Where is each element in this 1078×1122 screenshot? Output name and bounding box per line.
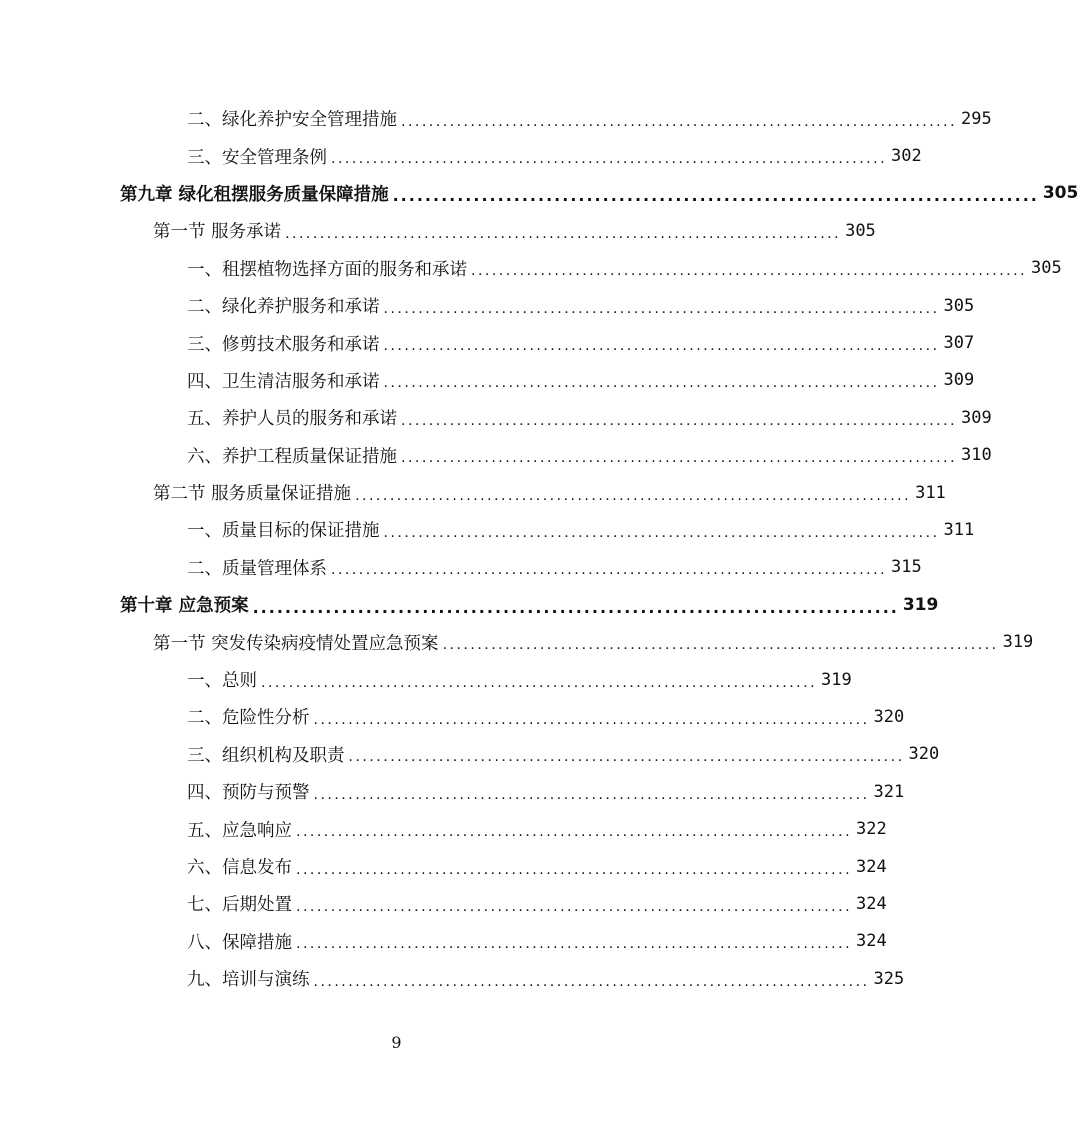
toc-entry-title: 二、质量管理体系 [187, 558, 327, 579]
toc-entry-page-number: 307 [943, 333, 975, 354]
toc-entry-page-number: 324 [856, 856, 887, 877]
dot-leader: ................................................................................ [296, 936, 853, 953]
toc-entry-page-number: 311 [915, 482, 946, 503]
toc-entry-title: 三、修剪技术服务和承诺 [187, 334, 380, 355]
toc-entry-page-number: 325 [873, 968, 905, 989]
toc-item-entry[interactable] [0, 848, 887, 885]
toc-item-entry[interactable] [0, 250, 1062, 287]
toc-entry-page-number: 321 [873, 781, 905, 802]
toc-chapter-entry[interactable] [0, 586, 939, 623]
toc-entry-title: 四、卫生清洁服务和承诺 [187, 371, 380, 392]
toc-entry-title: 三、安全管理条例 [187, 147, 327, 168]
dot-leader: ................................................................................ [383, 375, 940, 392]
toc-entry-title: 三、组织机构及职责 [187, 745, 345, 766]
toc-entry-page-number: 324 [856, 931, 887, 952]
dot-leader: ................................................................................ [401, 450, 958, 467]
toc-entry-page-number: 302 [891, 146, 922, 167]
toc-item-entry[interactable] [0, 137, 922, 174]
page-number: 9 [391, 1033, 402, 1052]
toc-entry-title: 第九章 绿化租摆服务质量保障措施 [120, 184, 389, 205]
toc-item-entry[interactable] [0, 773, 905, 810]
toc-item-entry[interactable] [0, 324, 975, 361]
toc-item-entry[interactable] [0, 549, 922, 586]
toc-entry-page-number: 309 [943, 370, 975, 391]
dot-leader: ................................................................................ [383, 300, 940, 317]
toc-entry-title: 二、绿化养护安全管理措施 [187, 110, 397, 131]
toc-entry-page-number: 305 [845, 220, 876, 241]
dot-leader: ................................................................................ [331, 562, 888, 579]
toc-entry-page-number: 322 [856, 819, 887, 840]
toc-entry-title: 九、培训与演练 [187, 970, 310, 991]
dot-leader: ................................................................................ [313, 973, 870, 990]
dot-leader: ................................................................................ [401, 113, 958, 130]
toc-item-entry[interactable] [0, 810, 887, 847]
dot-leader: ................................................................................ [401, 412, 958, 429]
toc-item-entry[interactable] [0, 698, 905, 735]
toc-entry-title: 第十章 应急预案 [120, 596, 249, 617]
dot-leader: ................................................................................ [392, 186, 1039, 206]
toc-entry-title: 六、信息发布 [187, 858, 292, 878]
toc-section-entry[interactable] [0, 212, 876, 249]
toc-item-entry[interactable] [0, 399, 992, 436]
toc-entry-page-number: 310 [961, 445, 992, 466]
toc-entry-page-number: 324 [856, 893, 887, 914]
toc-entry-page-number: 295 [961, 108, 992, 129]
toc-entry-title: 第二节 服务质量保证措施 [153, 484, 352, 505]
toc-entry-page-number: 305 [1042, 183, 1078, 204]
toc-entry-title: 二、绿化养护服务和承诺 [187, 297, 380, 318]
toc-section-entry[interactable] [0, 623, 1034, 660]
toc-entry-title: 二、危险性分析 [187, 708, 310, 729]
toc-section-entry[interactable] [0, 474, 946, 511]
dot-leader: ................................................................................ [442, 637, 999, 654]
toc-entry-title: 七、后期处置 [187, 895, 292, 916]
toc-entry-title: 第一节 突发传染病疫情处置应急预案 [153, 633, 439, 654]
toc-item-entry[interactable] [0, 437, 992, 474]
toc-item-entry[interactable] [0, 923, 887, 960]
toc-entry-page-number: 320 [908, 744, 940, 765]
dot-leader: ................................................................................ [313, 711, 870, 728]
toc-item-entry[interactable] [0, 362, 975, 399]
dot-leader: ................................................................................ [252, 597, 899, 617]
toc-entry-page-number: 320 [873, 706, 905, 727]
dot-leader: ................................................................................ [471, 263, 1028, 280]
toc-item-entry[interactable] [0, 511, 975, 548]
toc-item-entry[interactable] [0, 287, 975, 324]
dot-leader: ................................................................................ [331, 151, 888, 168]
toc-entry-page-number: 305 [1031, 258, 1062, 279]
dot-leader: ................................................................................ [383, 524, 940, 541]
toc-entry-title: 一、质量目标的保证措施 [187, 521, 380, 542]
toc-item-entry[interactable] [0, 960, 905, 997]
toc-item-entry[interactable] [0, 885, 887, 922]
dot-leader: ................................................................................ [348, 749, 905, 766]
toc-entry-title: 四、预防与预警 [187, 783, 310, 804]
toc-entry-title: 六、养护工程质量保证措施 [187, 446, 397, 467]
table-of-contents [0, 100, 1078, 997]
toc-entry-title: 一、总则 [187, 671, 257, 692]
toc-chapter-entry[interactable] [0, 175, 1078, 212]
toc-entry-title: 一、租摆植物选择方面的服务和承诺 [187, 259, 467, 280]
toc-entry-page-number: 319 [1002, 632, 1034, 653]
toc-entry-page-number: 305 [943, 295, 975, 316]
toc-entry-page-number: 309 [961, 407, 992, 428]
toc-item-entry[interactable] [0, 736, 940, 773]
dot-leader: ................................................................................ [296, 824, 853, 841]
dot-leader: ................................................................................ [261, 674, 818, 691]
toc-entry-page-number: 319 [821, 669, 852, 690]
toc-item-entry[interactable] [0, 661, 852, 698]
toc-entry-page-number: 315 [891, 557, 922, 578]
toc-entry-page-number: 319 [902, 594, 939, 615]
toc-entry-page-number: 311 [943, 519, 975, 540]
dot-leader: ................................................................................ [355, 487, 912, 504]
toc-entry-title: 八、保障措施 [187, 932, 292, 953]
dot-leader: ................................................................................ [383, 338, 940, 355]
dot-leader: ................................................................................ [296, 898, 853, 915]
toc-item-entry[interactable] [0, 100, 992, 137]
toc-entry-title: 五、养护人员的服务和承诺 [187, 409, 397, 430]
dot-leader: ................................................................................ [313, 786, 870, 803]
toc-entry-title: 第一节 服务承诺 [153, 222, 282, 243]
dot-leader: ................................................................................ [285, 225, 842, 242]
toc-entry-title: 五、应急响应 [187, 820, 292, 841]
dot-leader: ................................................................................ [296, 861, 853, 878]
